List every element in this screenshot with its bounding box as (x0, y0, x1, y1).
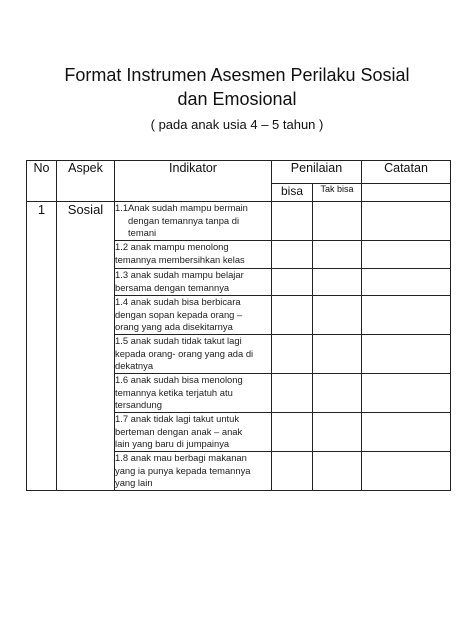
indicator-cell (115, 241, 272, 269)
tak-bisa-cell[interactable] (313, 374, 362, 413)
indicator-line: dengan temannya tanpa di (128, 214, 240, 226)
aspek-value: Sosial (57, 202, 115, 491)
catatan-cell[interactable] (362, 452, 451, 491)
bisa-cell[interactable] (272, 296, 313, 335)
row-number: 1 (27, 202, 57, 491)
bisa-cell[interactable] (272, 241, 313, 269)
tak-bisa-cell[interactable] (313, 452, 362, 491)
indicator-line: dengan sopan kepada orang – (115, 308, 243, 320)
indicator-line: 1.6 anak sudah bisa menolong (115, 374, 243, 385)
table-row (27, 202, 451, 241)
indicator-line: temannya membersihkan kelas (115, 253, 245, 265)
bisa-cell[interactable] (272, 202, 313, 241)
tak-bisa-cell[interactable] (313, 241, 362, 269)
catatan-cell[interactable] (362, 202, 451, 241)
indicator-line: yang ia punya kepada temannya (115, 464, 251, 476)
bisa-cell[interactable] (272, 413, 313, 452)
tak-bisa-cell[interactable] (313, 296, 362, 335)
indicator-line: berteman dengan anak – anak (115, 425, 243, 437)
bisa-cell[interactable] (272, 374, 313, 413)
header-catatan: Catatan (362, 161, 451, 184)
indicator-line: orang yang ada disekitarnya (115, 321, 233, 333)
indicator-cell (115, 296, 272, 335)
indicator-line: kepada orang- orang yang ada di (115, 347, 254, 359)
indicator-line: 1.3 anak sudah mampu belajar (115, 269, 244, 280)
tak-bisa-cell[interactable] (313, 413, 362, 452)
header-tak-bisa: Tak bisa (313, 184, 362, 202)
header-no: No (27, 161, 57, 202)
indicator-line: 1.2 anak mampu menolong (115, 241, 229, 252)
indicator-line: 1.8 anak mau berbagi makanan (115, 452, 247, 463)
catatan-cell[interactable] (362, 269, 451, 296)
catatan-cell[interactable] (362, 335, 451, 374)
indicator-line: yang lain (115, 477, 153, 489)
header-penilaian: Penilaian (272, 161, 362, 184)
document-title-line-2: dan Emosional (177, 89, 297, 109)
bisa-cell[interactable] (272, 452, 313, 491)
indicator-cell (115, 452, 272, 491)
indicator-line: lain yang baru di jumpainya (115, 438, 230, 450)
indicator-line: bersama dengan temannya (115, 281, 230, 293)
assessment-table (26, 160, 451, 491)
bisa-cell[interactable] (272, 269, 313, 296)
indicator-line: 1.4 anak sudah bisa berbicara (115, 296, 241, 307)
indicator-line: dekatnya (115, 360, 154, 372)
indicator-cell (115, 413, 272, 452)
catatan-cell[interactable] (362, 413, 451, 452)
header-catatan-blank (362, 184, 451, 202)
indicator-line: tersandung (115, 399, 162, 411)
indicator-line: 1.1Anak sudah mampu bermain (115, 202, 248, 213)
bisa-cell[interactable] (272, 335, 313, 374)
tak-bisa-cell[interactable] (313, 202, 362, 241)
indicator-line: 1.5 anak sudah tidak takut lagi (115, 335, 242, 346)
indicator-line: temani (128, 227, 157, 239)
indicator-line: 1.7 anak tidak lagi takut untuk (115, 413, 240, 424)
header-bisa: bisa (272, 184, 313, 202)
indicator-cell (115, 335, 272, 374)
indicator-cell (115, 374, 272, 413)
indicator-line: temannya ketika terjatuh atu (115, 386, 233, 398)
document-subtitle: ( pada anak usia 4 – 5 tahun ) (150, 117, 324, 132)
document-title-line-1: Format Instrumen Asesmen Perilaku Sosial (64, 65, 410, 85)
catatan-cell[interactable] (362, 296, 451, 335)
indicator-cell (115, 202, 272, 241)
tak-bisa-cell[interactable] (313, 335, 362, 374)
indicator-cell (115, 269, 272, 296)
tak-bisa-cell[interactable] (313, 269, 362, 296)
header-indikator: Indikator (115, 161, 272, 202)
catatan-cell[interactable] (362, 241, 451, 269)
header-aspek: Aspek (57, 161, 115, 202)
catatan-cell[interactable] (362, 374, 451, 413)
